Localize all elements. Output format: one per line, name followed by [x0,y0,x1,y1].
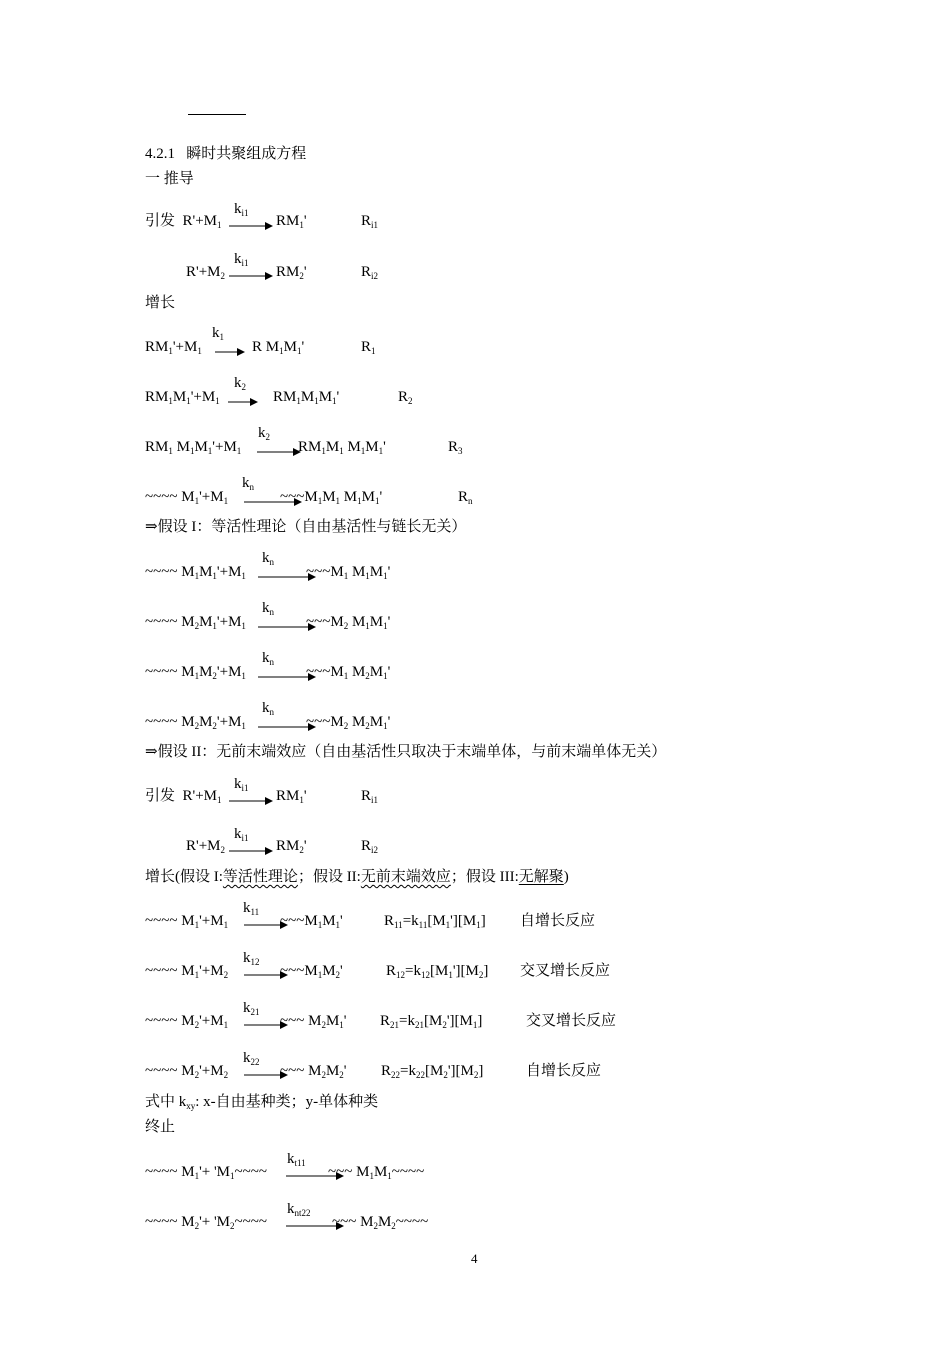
reactant: ~~~~ $M_1'+M_1$ [145,489,229,506]
reaction-product: $RM_1M_1M_1'$ [273,389,340,406]
rate-constant: $k_{i1}$ [234,201,249,218]
assumption-1: ⇒假设 I：等活性理论（自由基活性与链长无关） [145,519,467,535]
reaction-type: 自增长反应 [520,913,596,929]
reactant: $R'+M_2$ [186,838,226,855]
rate-constant: $k_{i1}$ [234,251,249,268]
rate-equation: $R_{11}=k_{11}[M_1'][M_1]$ [384,913,486,930]
reaction-product: $RM_2'$ [276,838,307,855]
rate-constant: $k_{t11}$ [287,1151,306,1168]
reaction-product: ~~~ $M_1M_1\sim\sim\sim\sim$ [328,1164,425,1181]
reaction-product: $\sim\sim\sim M_1$ $M_1M_1'$ [306,564,391,581]
rate-constant: $k_1$ [212,325,224,342]
reactant: $RM_1M_1'+M_1$ [145,389,220,406]
reaction-product: $RM_1M_1$ $M_1M_1'$ [298,439,386,456]
reaction-rate: $R_1$ [361,339,376,356]
growth-assumptions: 增长(假设 I:等活性理论；假设 II:无前末端效应；假设 III:无解聚) [145,869,569,885]
termination-label: 终止 [145,1119,176,1135]
reaction-product: $\sim\sim\sim M_1$ $M_2M_1'$ [306,664,391,681]
reactant: ~~~~ $M_1'+M_2$ [145,963,229,980]
initiation-label: 引发 $R'+M_1$ [145,788,222,805]
reactant: ~~~~ $M_2M_1'+M_1$ [145,614,246,631]
reactant: ~~~~ $M_1M_1'+M_1$ [145,564,246,581]
kxy-note: 式中 $k_{xy}$: x-自由基种类；y-单体种类 [145,1094,379,1111]
section-heading: 4.2.1 瞬时共聚组成方程 [145,146,307,162]
rate-constant: $k_{11}$ [243,900,260,917]
rate-constant: $k_{12}$ [243,950,260,967]
reaction-rate: $R_{i2}$ [361,264,379,281]
reaction-arrow [229,797,273,805]
reaction-product: ~~~ $M_2M_2'$ [280,1063,347,1080]
reactant: ~~~~ $M_1'+$ '$M_1\sim\sim\sim\sim$ [145,1164,267,1181]
reaction-rate: $R_{i1}$ [361,213,379,230]
reaction-arrow [215,348,245,356]
reactant: $RM_1'+M_1$ [145,339,202,356]
rate-constant: $k_{22}$ [243,1050,260,1067]
reactant: ~~~~ $M_2'+$ '$M_2\sim\sim\sim\sim$ [145,1214,267,1231]
rate-equation: $R_{21}=k_{21}[M_2'][M_1]$ [380,1013,483,1030]
reaction-arrow [229,847,273,855]
reaction-rate: $R_n$ [458,489,473,506]
reaction-rate: $R_{i2}$ [361,838,379,855]
reaction-arrow [257,448,301,456]
rate-constant: $k_n$ [262,550,274,567]
reactant: ~~~~ $M_2'+M_2$ [145,1063,229,1080]
reactant: ~~~~ $M_1M_2'+M_1$ [145,664,246,681]
top-rule [188,114,246,115]
rate-constant: $k_{nt22}$ [287,1201,311,1218]
reactant: $RM_1$ $M_1M_1'+M_1$ [145,439,242,456]
rate-constant: $k_n$ [262,650,274,667]
reaction-product: $RM_1'$ [276,788,307,805]
reaction-product: $RM_2'$ [276,264,307,281]
reaction-arrow [228,398,258,406]
assumption-2: ⇒假设 II：无前末端效应（自由基活性只取决于末端单体，与前末端单体无关） [145,744,667,760]
reactant: ~~~~ $M_2M_2'+M_1$ [145,714,246,731]
reaction-arrow [229,222,273,230]
rate-constant: $k_n$ [242,475,254,492]
reactant: ~~~~ $M_1'+M_1$ [145,913,229,930]
growth-label: 增长 [145,295,176,311]
reaction-type: 交叉增长反应 [526,1013,617,1029]
reaction-type: 交叉增长反应 [520,963,611,979]
reaction-product: $\sim\sim\sim M_1M_2'$ [280,963,343,980]
subsection-heading: 一 推导 [145,171,194,187]
rate-equation: $R_{22}=k_{22}[M_2'][M_2]$ [381,1063,484,1080]
reaction-product: $\sim\sim\sim M_1M_1$ $M_1M_1'$ [280,489,383,506]
rate-constant: $k_{i1}$ [234,826,249,843]
reaction-type: 自增长反应 [526,1063,602,1079]
assumption-2-term: 无前末端效应 [360,869,451,885]
reaction-product: $\sim\sim\sim M_2$ $M_2M_1'$ [306,714,391,731]
reactant: ~~~~ $M_2'+M_1$ [145,1013,229,1030]
assumption-3-term: 无解聚 [518,869,564,885]
initiation-label: 引发 $R'+M_1$ [145,213,222,230]
reaction-rate: $R_3$ [448,439,463,456]
rate-constant: $k_2$ [258,425,270,442]
reaction-product: $\sim\sim\sim M_1M_1'$ [280,913,343,930]
reaction-rate: $R_2$ [398,389,413,406]
assumption-1-term: 等活性理论 [222,869,298,885]
rate-constant: $k_{i1}$ [234,776,249,793]
reaction-rate: $R_{i1}$ [361,788,379,805]
rate-constant: $k_n$ [262,700,274,717]
rate-equation: $R_{12}=k_{12}[M_1'][M_2]$ [386,963,489,980]
reaction-product: ~~~ $M_2M_2\sim\sim\sim\sim$ [332,1214,429,1231]
page-number: 4 [471,1251,478,1266]
reaction-product: ~~~ $M_2M_1'$ [280,1013,347,1030]
reaction-product: $RM_1'$ [276,213,307,230]
reaction-arrow [229,272,273,280]
rate-constant: $k_2$ [234,375,246,392]
rate-constant: $k_n$ [262,600,274,617]
reaction-product: $\sim\sim\sim M_2$ $M_1M_1'$ [306,614,391,631]
reactant: $R'+M_2$ [186,264,226,281]
rate-constant: $k_{21}$ [243,1000,260,1017]
reaction-product: R $M_1M_1'$ [252,339,305,356]
